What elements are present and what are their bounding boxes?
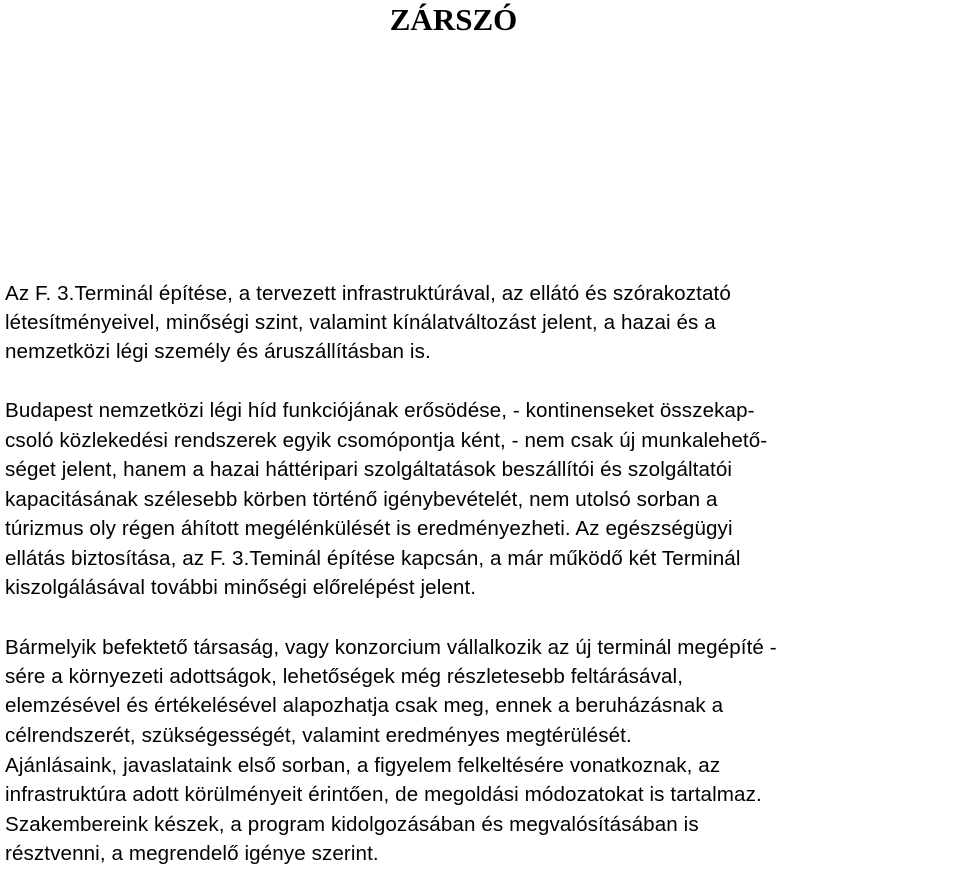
text-line: kiszolgálásával további minőségi előrelépést jelent. <box>5 576 477 599</box>
text-line: ellátás biztosítása, az F. 3.Teminál építése kapcsán, a már működő két Terminál <box>5 547 741 570</box>
text-line: Az F. 3.Terminál építése, a tervezett infrastruktúrával, az ellátó és szórakoztató <box>5 282 731 305</box>
text-line: séget jelent, hanem a hazai háttéripari szolgáltatások beszállítói és szolgáltatói <box>5 458 733 481</box>
text-line: nemzetközi légi személy és áruszállításban is. <box>5 340 431 363</box>
document-title: ZÁRSZÓ <box>389 2 518 37</box>
text-line: csoló közlekedési rendszerek egyik csomópontja ként, - nem csak új munkalehető- <box>5 429 768 452</box>
text-line: Budapest nemzetközi légi híd funkciójának erősödése, - kontinenseket összekap- <box>5 399 755 422</box>
text-line: Ajánlásaink, javaslataink első sorban, a figyelem felkeltésére vonatkoznak, az <box>5 754 721 777</box>
text-line: célrendszerét, szükségességét, valamint eredményes megtérülését. <box>5 724 632 747</box>
text-line: elemzésével és értékelésével alapozhatja csak meg, ennek a beruházásnak a <box>5 694 724 717</box>
text-line: túrizmus oly régen áhított megélénkülését is eredményezheti. Az egészségügyi <box>5 517 733 540</box>
text-line: Szakembereink készek, a program kidolgozásában és megvalósításában is <box>5 813 699 836</box>
text-line: kapacitásának szélesebb körben történő igénybevételét, nem utolsó sorban a <box>5 488 718 511</box>
text-line: sére a környezeti adottságok, lehetőségek még részletesebb feltárásával, <box>5 665 684 688</box>
text-line: létesítményeivel, minőségi szint, valamint kínálatváltozást jelent, a hazai és a <box>5 311 716 334</box>
text-line: Bármelyik befektető társaság, vagy konzorcium vállalkozik az új terminál megépíté - <box>5 636 777 659</box>
text-line: infrastruktúra adott körülményeit érintően, de megoldási módozatokat is tartalmaz. <box>5 783 762 806</box>
text-line: résztvenni, a megrendelő igénye szerint. <box>5 842 379 865</box>
